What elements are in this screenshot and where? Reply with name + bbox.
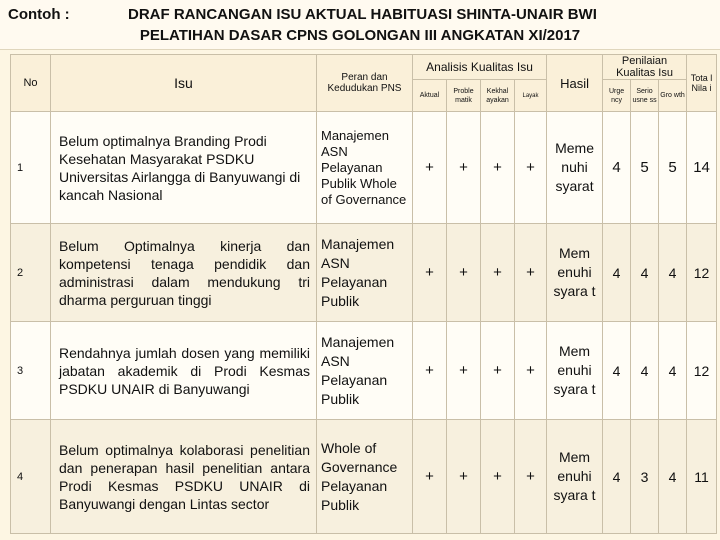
header-isu: Isu	[51, 55, 317, 112]
row-peran: Manajemen ASN Pelayanan Publik Whole of Governance	[317, 112, 413, 224]
table-row	[11, 224, 717, 322]
row-urgency: 4	[603, 322, 631, 420]
row-kekhalayakan: +	[481, 420, 515, 534]
row-problematik: +	[447, 420, 481, 534]
row-no: 3	[11, 322, 51, 420]
row-kekhalayakan: +	[481, 322, 515, 420]
row-hasil: Mem enuhi syara t	[547, 322, 603, 420]
row-aktual: +	[413, 224, 447, 322]
row-layak: +	[515, 224, 547, 322]
header-total: Tota l Nila i	[687, 55, 717, 112]
row-layak: +	[515, 112, 547, 224]
row-urgency: 4	[603, 420, 631, 534]
issue-table	[10, 54, 717, 534]
row-no: 2	[11, 224, 51, 322]
row-no: 4	[11, 420, 51, 534]
row-kekhalayakan: +	[481, 224, 515, 322]
row-total: 12	[687, 224, 717, 322]
title-line-2: PELATIHAN DASAR CPNS GOLONGAN III ANGKATAN XI/2017	[139, 27, 581, 44]
header-layak: Layak	[515, 80, 547, 112]
header-kekhalayakan: Kekhal ayakan	[481, 80, 515, 112]
row-seriousness: 4	[631, 322, 659, 420]
header-growth: Gro wth	[659, 80, 687, 112]
header-problematik: Proble matik	[447, 80, 481, 112]
title-line-1	[8, 6, 597, 23]
row-growth: 5	[659, 112, 687, 224]
table-row	[11, 420, 717, 534]
row-aktual: +	[413, 322, 447, 420]
header-peran: Peran dan Kedudukan PNS	[317, 55, 413, 112]
row-problematik: +	[447, 112, 481, 224]
row-problematik: +	[447, 322, 481, 420]
row-kekhalayakan: +	[481, 112, 515, 224]
header-analisis: Analisis Kualitas Isu	[413, 55, 547, 80]
row-urgency: 4	[603, 112, 631, 224]
row-seriousness: 3	[631, 420, 659, 534]
row-layak: +	[515, 322, 547, 420]
row-isu: Rendahnya jumlah dosen yang memiliki jabatan akademik di Prodi Kesmas PSDKU UNAIR di Banyuwangi	[51, 322, 317, 420]
header-aktual: Aktual	[413, 80, 447, 112]
row-no: 1	[11, 112, 51, 224]
header-hasil: Hasil	[547, 55, 603, 112]
row-urgency: 4	[603, 224, 631, 322]
row-isu: Belum Optimalnya kinerja dan kompetensi tenaga pendidik dan administrasi dalam mendukung tri dharma perguruan tinggi	[51, 224, 317, 322]
row-layak: +	[515, 420, 547, 534]
row-hasil: Meme nuhi syarat	[547, 112, 603, 224]
header-seriousness: Serio usne ss	[631, 80, 659, 112]
row-seriousness: 4	[631, 224, 659, 322]
header-penilaian: Penilaian Kualitas Isu	[603, 55, 687, 80]
row-peran: Manajemen ASN Pelayanan Publik	[317, 224, 413, 322]
row-seriousness: 5	[631, 112, 659, 224]
row-peran: Whole of Governance Pelayanan Publik	[317, 420, 413, 534]
row-growth: 4	[659, 224, 687, 322]
title-main: DRAF RANCANGAN ISU AKTUAL HABITUASI SHINTA-UNAIR BWI	[128, 6, 597, 23]
row-peran: Manajemen ASN Pelayanan Publik	[317, 322, 413, 420]
row-problematik: +	[447, 224, 481, 322]
header-no: No	[11, 55, 51, 112]
row-hasil: Mem enuhi syara t	[547, 224, 603, 322]
row-total: 11	[687, 420, 717, 534]
row-hasil: Mem enuhi syara t	[547, 420, 603, 534]
table-row	[11, 112, 717, 224]
row-isu: Belum optimalnya Branding Prodi Kesehatan Masyarakat PSDKU Universitas Airlangga di Banyuwangi di kancah Nasional	[51, 112, 317, 224]
title-bar	[0, 0, 720, 50]
row-total: 14	[687, 112, 717, 224]
row-growth: 4	[659, 420, 687, 534]
table-row	[11, 322, 717, 420]
row-aktual: +	[413, 420, 447, 534]
row-total: 12	[687, 322, 717, 420]
header-urgency: Urge ncy	[603, 80, 631, 112]
row-isu: Belum optimalnya kolaborasi penelitian dan penerapan hasil penelitian antara Prodi Kesmas PSDKU UNAIR di Banyuwangi dengan Lintas sector	[51, 420, 317, 534]
row-aktual: +	[413, 112, 447, 224]
row-growth: 4	[659, 322, 687, 420]
title-label: Contoh :	[8, 6, 70, 23]
